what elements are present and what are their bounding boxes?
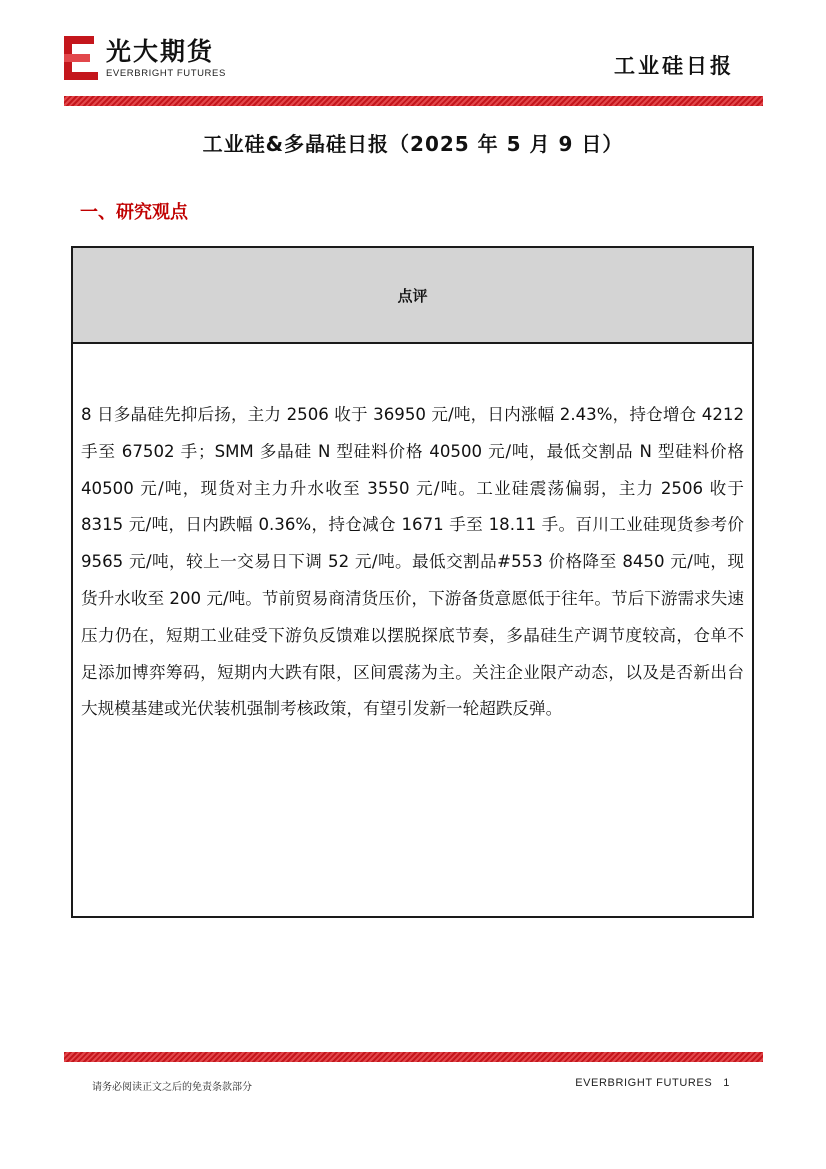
footer-brand-name: EVERBRIGHT FUTURES <box>575 1077 713 1089</box>
document-title: 工业硅&多晶硅日报（2025 年 5 月 9 日） <box>202 132 624 156</box>
page-number: 1 <box>723 1077 730 1089</box>
footer-divider-band <box>64 1052 763 1062</box>
section-title: 一、研究观点 <box>80 202 188 223</box>
everbright-logo-icon <box>64 36 98 80</box>
comment-box <box>71 246 754 918</box>
company-logo <box>64 36 226 80</box>
header-divider-band <box>64 96 763 106</box>
comment-box-header: 点评 <box>73 248 752 344</box>
logo-chinese-name: 光大期货 <box>106 36 215 66</box>
logo-english-name: EVERBRIGHT FUTURES <box>106 67 226 79</box>
report-name: 工业硅日报 <box>614 54 734 78</box>
footer-disclaimer: 请务必阅读正文之后的免责条款部分 <box>92 1082 252 1093</box>
footer-brand <box>575 1077 730 1089</box>
comment-box-body: 8 日多晶硅先抑后扬，主力 2506 收于 36950 元/吨，日内涨幅 2.43%，持仓增仓 4212 手至 67502 手；SMM 多晶硅 N 型硅料价格 40500 元/吨，最低交割品 N 型硅料价格 40500 元/吨，现货对主力升水收至 3550 元/吨。工业硅震荡偏弱，主力 2506 收于 8315 元/吨，日内跌幅 0.36%，持仓减仓 1671 手至 18.11 手。百川工业硅现货参考价 9565 元/吨，较上一交易日下调 52 元/吨。最低交割品#553 价格降至 8450 元/吨，现货升水收至 200 元/吨。节前贸易商清货压价，下游备货意愿低于往年。节后下游需求失速压力仍在，短期工业硅受下游负反馈难以摆脱探底节奏，多晶硅生产调节度较高，仓单不足添加博弈筹码，短期内大跌有限，区间震荡为主。关注企业限产动态，以及是否新出台大规模基建或光伏装机强制考核政策，有望引发新一轮超跌反弹。 <box>81 405 744 719</box>
